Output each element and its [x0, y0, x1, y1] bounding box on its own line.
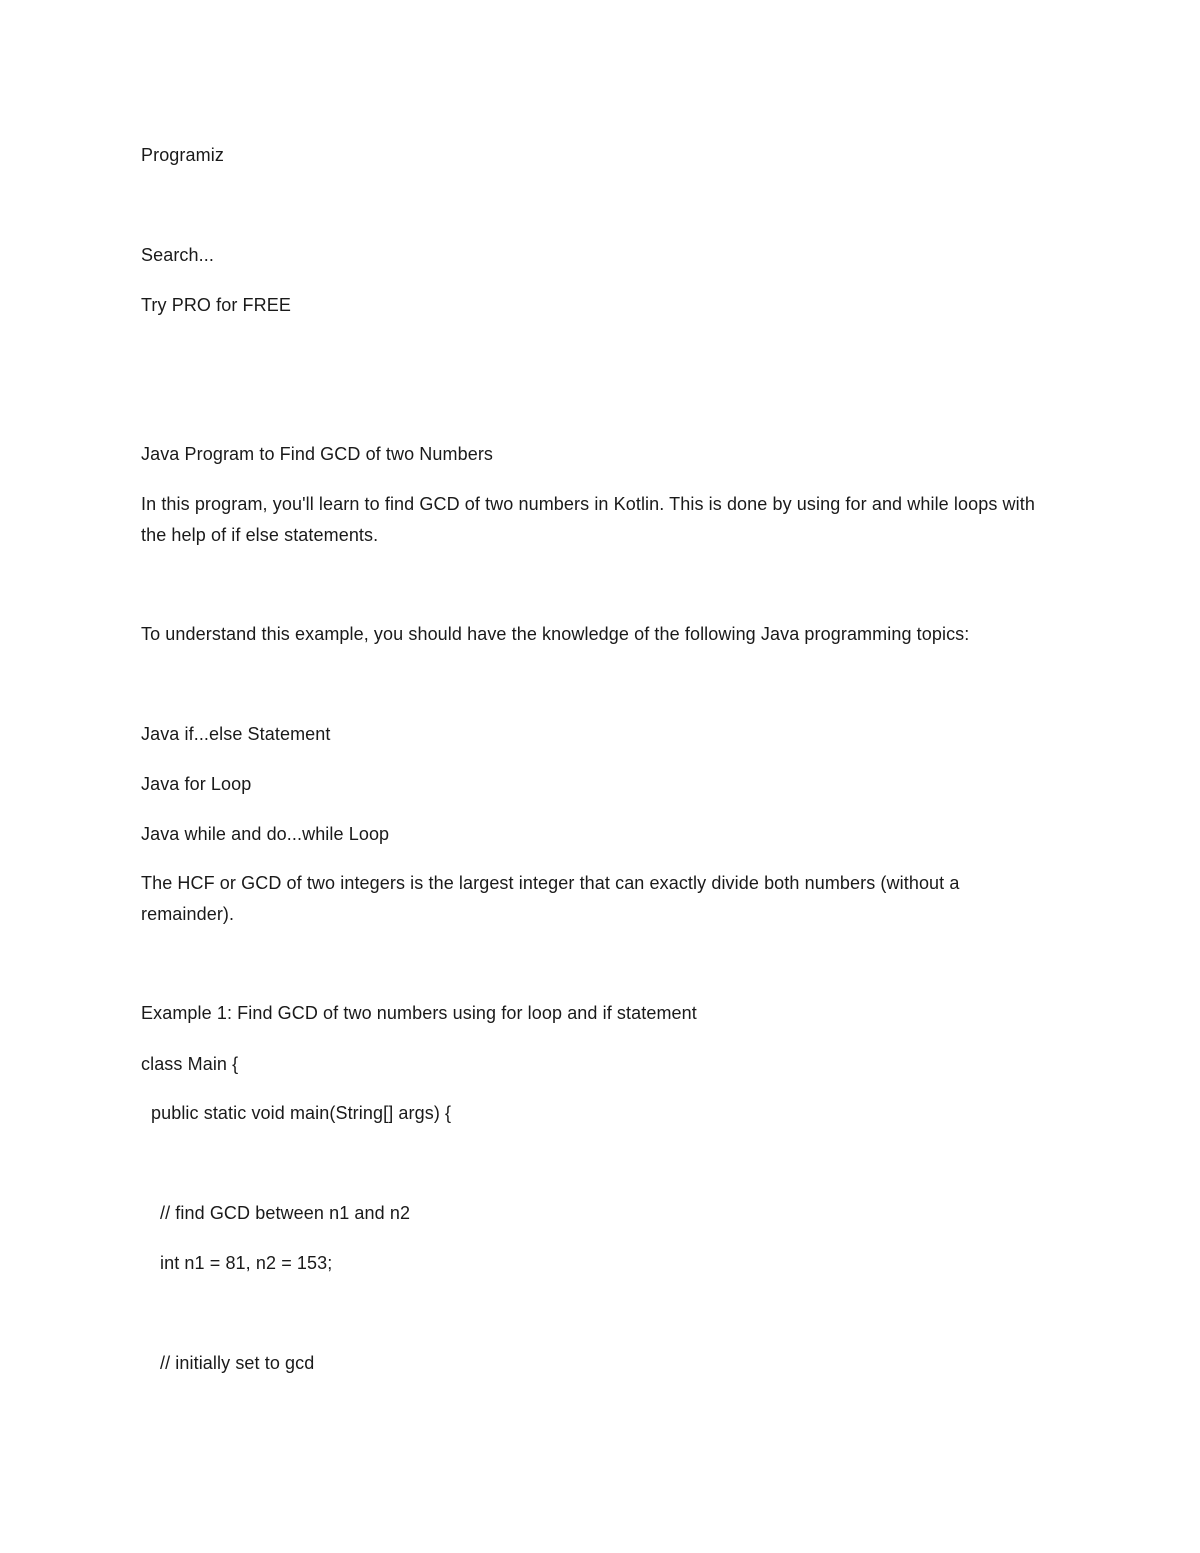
promo-text: Try PRO for FREE	[141, 295, 291, 315]
code-line-declare: int n1 = 81, n2 = 153;	[160, 1253, 333, 1273]
article-title: Java Program to Find GCD of two Numbers	[141, 444, 494, 464]
code-line-class: class Main {	[141, 1054, 239, 1074]
example-title: Example 1: Find GCD of two numbers using for loop and if statement	[141, 1003, 697, 1023]
code-line-comment-find: // find GCD between n1 and n2	[160, 1203, 411, 1223]
topic-item-if-else: Java if...else Statement	[141, 724, 331, 744]
code-line-comment-init: // initially set to gcd	[160, 1353, 315, 1373]
brand-text: Programiz	[141, 145, 224, 165]
topic-item-for-loop: Java for Loop	[141, 774, 252, 794]
prereq-intro: To understand this example, you should have the knowledge of the following Java programming topics:	[141, 624, 970, 644]
topic-item-while-loop: Java while and do...while Loop	[141, 824, 390, 844]
intro-paragraph: In this program, you'll learn to find GCD of two numbers in Kotlin. This is done by using for and while loops with the help of if else statements.	[141, 494, 1035, 545]
definition-paragraph: The HCF or GCD of two integers is the largest integer that can exactly divide both numbers (without a remainder).	[141, 873, 960, 924]
code-line-main: public static void main(String[] args) {	[151, 1103, 452, 1123]
search-text: Search...	[141, 245, 214, 265]
